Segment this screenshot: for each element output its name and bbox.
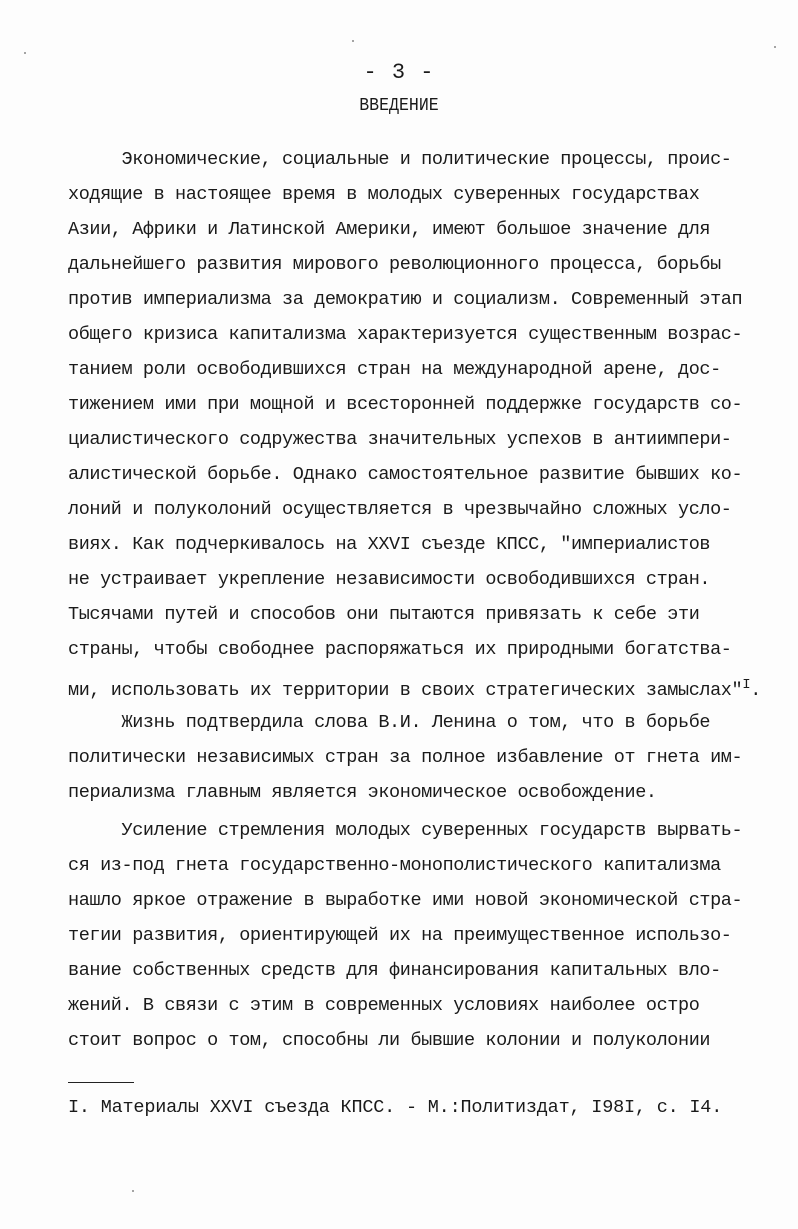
- text-line: против империализма за демократию и социализм. Современный этап: [68, 289, 743, 310]
- text-line: тегии развития, ориентирующей их на преимущественное использо-: [68, 925, 732, 946]
- text-line: виях. Как подчеркивалось на XXVI съезде КПСС, "империалистов: [68, 534, 711, 555]
- text-line: танием роли освободившихся стран на международной арене, дос-: [68, 359, 721, 380]
- scan-speck: [132, 1190, 134, 1192]
- text-line: циалистического содружества значительных успехов в антиимпери-: [68, 429, 732, 450]
- footnote-text: I. Материалы XXVI съезда КПСС. - М.:Политиздат, I98I, с. I4.: [68, 1097, 723, 1118]
- text-line: ходящие в настоящее время в молодых суверенных государствах: [68, 184, 700, 205]
- text-line: вание собственных средств для финансирования капитальных вло-: [68, 960, 721, 981]
- text-line: Усиление стремления молодых суверенных государств вырвать-: [68, 820, 743, 841]
- text-line: Азии, Африки и Латинской Америки, имеют большое значение для: [68, 219, 711, 240]
- text-line: жений. В связи с этим в современных условиях наиболее остро: [68, 995, 700, 1016]
- scan-speck: [774, 46, 776, 48]
- text-line: Тысячами путей и способов они пытаются привязать к себе эти: [68, 604, 700, 625]
- text-line: алистической борьбе. Однако самостоятельное развитие бывших ко-: [68, 464, 743, 485]
- text-line: общего кризиса капитализма характеризуется существенным возрас-: [68, 324, 743, 345]
- text-line: Жизнь подтвердила слова В.И. Ленина о том, что в борьбе: [68, 712, 711, 733]
- text-line: ся из-под гнета государственно-монополистического капитализма: [68, 855, 721, 876]
- text-line: страны, чтобы свободнее распоряжаться их природными богатства-: [68, 639, 732, 660]
- scan-speck: [352, 40, 354, 42]
- footnote-divider: [68, 1082, 134, 1083]
- text-line: дальнейшего развития мирового революционного процесса, борьбы: [68, 254, 721, 275]
- scan-speck: [24, 52, 26, 54]
- text-line: лоний и полуколоний осуществляется в чрезвычайно сложных усло-: [68, 499, 732, 520]
- text-line: ми, использовать их территории в своих стратегических замыслах": [68, 680, 743, 701]
- text-line: периализма главным является экономическое освобождение.: [68, 782, 657, 803]
- footnote-reference: I: [742, 677, 751, 693]
- page-number: - 3 -: [363, 60, 435, 85]
- text-line: стоит вопрос о том, способны ли бывшие колонии и полуколонии: [68, 1030, 711, 1051]
- text-line: политически независимых стран за полное избавление от гнета им-: [68, 747, 743, 768]
- text-line: Экономические, социальные и политические процессы, проис-: [68, 149, 732, 170]
- page-title: ВВЕДЕНИЕ: [359, 96, 439, 116]
- text-line: нашло яркое отражение в выработке ими новой экономической стра-: [68, 890, 743, 911]
- text-line-with-footnote: ми, использовать их территории в своих стратегических замыслах"$^I$.: [68, 677, 761, 701]
- text-line: не устраивает укрепление независимости освободившихся стран.: [68, 569, 711, 590]
- text-line: тижением ими при мощной и всесторонней поддержке государств со-: [68, 394, 743, 415]
